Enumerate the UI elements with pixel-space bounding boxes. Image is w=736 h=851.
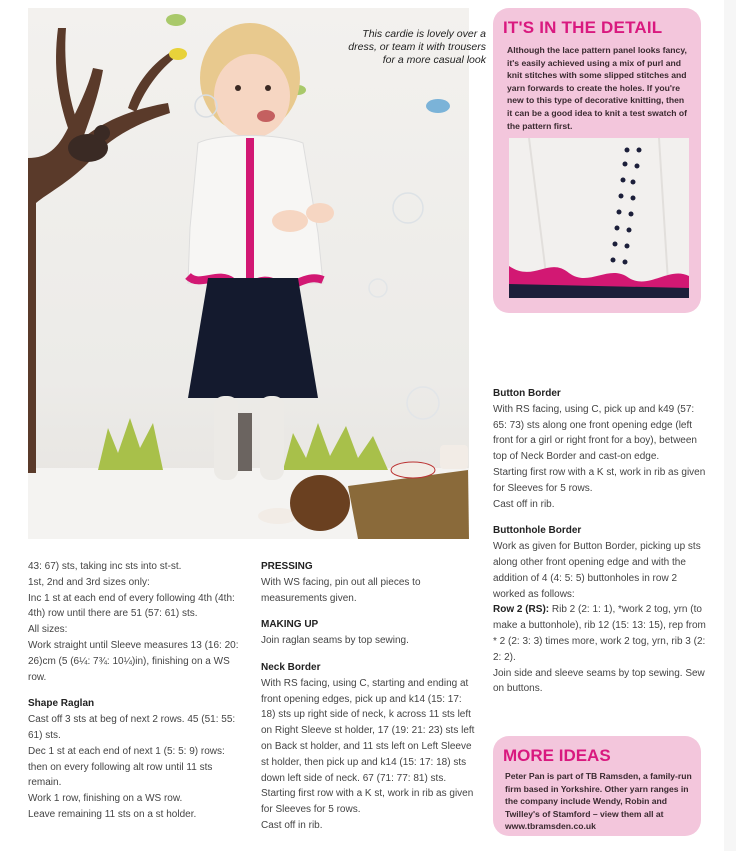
row-label: Row 2 (RS): [493,604,550,616]
text-paragraph: Cast off in rib. [261,819,323,831]
row-text: Rib 2 (2: 1: 1), *work 2 tog, yrn (to make a buttonhole), rib 12 (15: 13: 15), rep from * 2 (2: 3: 3) times more, work 2 tog, yrn, rib 3 (2: 2: 2). [493,604,706,663]
instructions-column-3 [493,386,707,697]
text-paragraph: Work straight until Sleeve measures 13 (16: 20: 26)cm (5 (6¼: 7¾: 10¼)in), finishing on a WS row. [28,639,239,683]
section-heading: Shape Raglan [28,698,95,710]
text-paragraph: 43: 67) sts, taking inc sts into st-st. [28,561,182,572]
text-paragraph: With RS facing, using C, starting and ending at front opening edges, pick up and k14 (15: 17: 18) sts up right side of neck, k across 11 sts left on Right Sleeve st holder, 17 (19: 21: 23) sts left on Back st holder, and 11 sts left on Left Sleeve st holder, then pick up and k14 (15: 17: 18) sts down left side of neck. 67 (71: 77: 81) sts. [261,677,475,784]
text-paragraph: Leave remaining 11 sts on a st holder. [28,808,197,820]
toddler-cardigan-illustration [28,8,469,539]
text-paragraph: Starting first row with a K st, work in rib as given for Sleeves for 5 rows. [261,788,474,816]
hero-photo [28,8,486,539]
text-paragraph: Inc 1 st at each end of every following 4th (4th: 4th) row until there are 51 (57: 61) sts. [28,592,235,620]
text-paragraph: Cast off in rib. [493,498,555,510]
text-paragraph: Dec 1 st at each end of next 1 (5: 5: 9) rows: then on every following alt row until 11 sts remain. [28,745,225,789]
text-paragraph: With RS facing, using C, pick up and k49 (57: 65: 73) sts along one front opening edge (left front for a girl or right front for a boy), between top of Neck Border and cast-on edge. [493,403,697,463]
instructions-column-2 [261,559,476,834]
instructions-column-1 [28,559,243,823]
text-paragraph: Join raglan seams by top sewing. [261,635,409,647]
section-heading: Neck Border [261,661,321,673]
detail-callout [493,8,701,313]
text-paragraph: 1st, 2nd and 3rd sizes only: [28,576,150,588]
more-ideas-body: Peter Pan is part of TB Ramsden, a family-run firm based in Yorkshire. Other yarn ranges in the company include Wendy, Robin and Twilley's of Stamford – view them all at www.tbramsden.co.uk [505,771,692,832]
section-heading: Buttonhole Border [493,525,582,537]
section-heading: PRESSING [261,561,313,572]
text-paragraph: Join side and sleeve seams by top sewing. Sew on buttons. [493,667,705,695]
text-paragraph: Work as given for Button Border, picking up sts along other front opening edge and with the addition of 4 (4: 5: 5) buttonholes in row 2 worked as follows: [493,541,701,600]
section-heading: Button Border [493,388,561,399]
text-paragraph: All sizes: [28,624,68,636]
photo-caption: This cardie is lovely over a dress, or team it with trousers for a more casual look [348,28,486,66]
detail-body: Although the lace pattern panel looks fancy, it's easily achieved using a mix of purl and knit stitches with some slipped stitches and yarn forwards to create the holes. If you're new to this type of decorative knitting, then it can be a good idea to knit a test swatch of the pattern first. [507,45,688,131]
text-paragraph [493,602,707,665]
more-ideas-callout [493,736,701,836]
text-paragraph: Cast off 3 sts at beg of next 2 rows. 45 (51: 55: 61) sts. [28,714,236,741]
more-ideas-title: MORE IDEAS [503,746,611,765]
text-paragraph: Work 1 row, finishing on a WS row. [28,793,183,805]
page-edge [724,0,736,851]
text-paragraph: Starting first row with a K st, work in rib as given for Sleeves for 5 rows. [493,466,706,494]
lace-panel-illustration [509,138,689,298]
lace-detail-photo [509,138,689,298]
detail-title: IT'S IN THE DETAIL [503,18,663,37]
section-heading: MAKING UP [261,619,319,631]
text-paragraph: With WS facing, pin out all pieces to measurements given. [261,576,421,604]
